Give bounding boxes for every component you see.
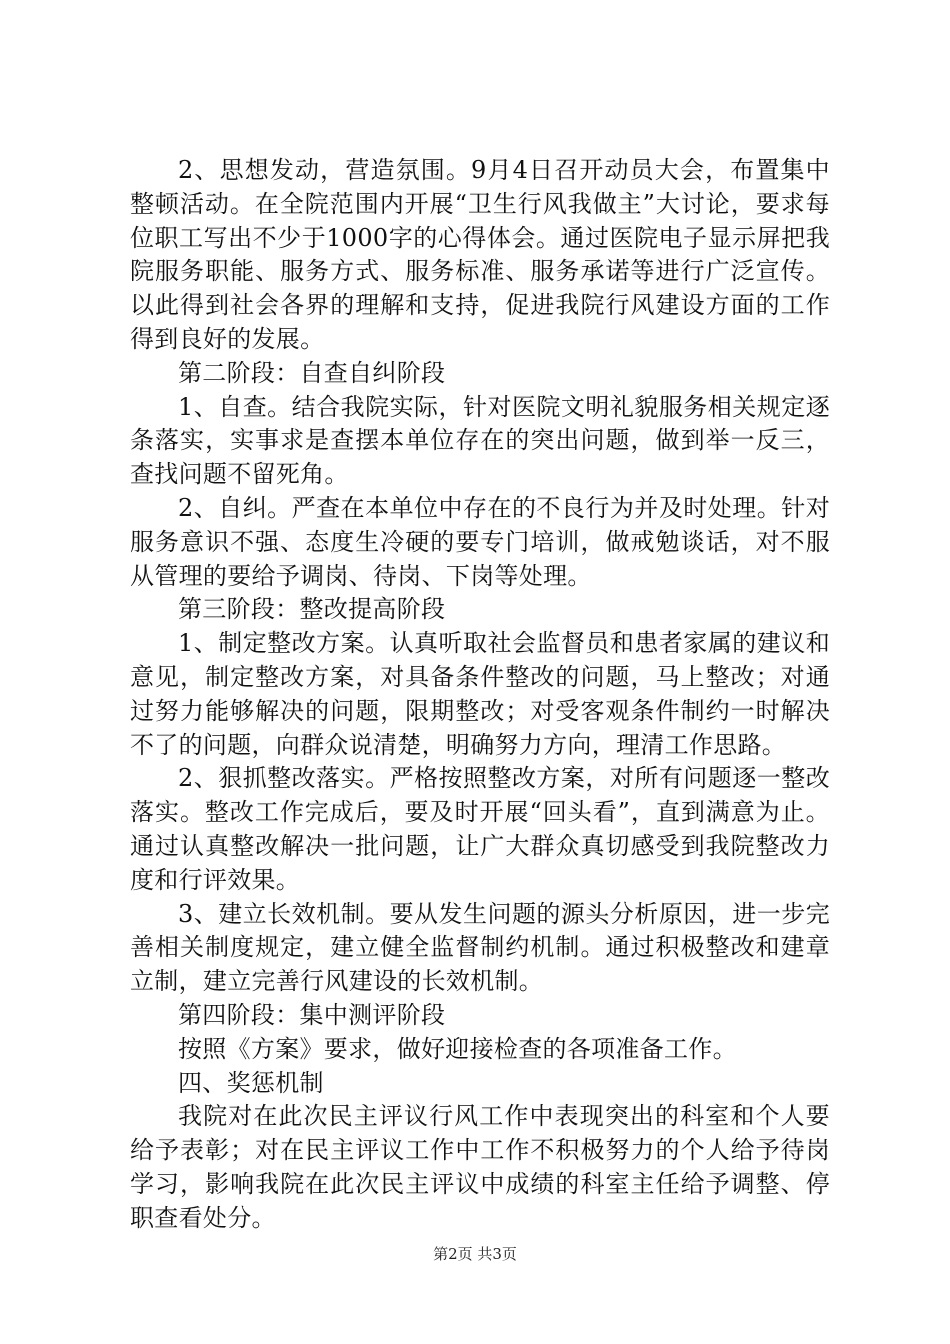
paragraph-self-correct: 2、自纠。严查在本单位中存在的不良行为并及时处理。针对服务意识不强、态度生冷硬的要专门培训，做戒勉谈话，对不服从管理的要给予调岗、待岗、下岗等处理。 [130, 493, 830, 590]
paragraph-rectification-plan: 1、制定整改方案。认真听取社会监督员和患者家属的建议和意见，制定整改方案，对具备条件整改的问题，马上整改；对通过努力能够解决的问题，限期整改；对受客观条件制约一时解决不了的问题，向群众说清楚，明确努力方向，理清工作思路。 [130, 629, 830, 759]
page-number-footer: 第2页 共3页 [433, 1245, 517, 1263]
paragraph-rewards-penalties: 我院对在此次民主评议行风工作中表现突出的科室和个人要给予表彰；对在民主评议工作中工作不积极努力的个人给予待岗学习，影响我院在此次民主评议中成绩的科室主任给予调整、停职查看处分。 [130, 1102, 830, 1232]
paragraph-inspection-prep: 按照《方案》要求，做好迎接检查的各项准备工作。 [178, 1034, 737, 1063]
paragraph-rectification-implementation: 2、狠抓整改落实。严格按照整改方案，对所有问题逐一整改落实。整改工作完成后，要及时开展“回头看”，直到满意为止。通过认真整改解决一批问题，让广大群众真切感受到我院整改力度和行评效果。 [130, 764, 830, 894]
paragraph-self-check: 1、自查。结合我院实际，针对医院文明礼貌服务相关规定逐条落实，实事求是查摆本单位存在的突出问题，做到举一反三，查找问题不留死角。 [130, 392, 830, 489]
document-body [130, 154, 830, 1236]
paragraph-mobilization: 2、思想发动，营造氛围。9月4日召开动员大会，布置集中整顿活动。在全院范围内开展“卫生行风我做主”大讨论，要求每位职工写出不少于1000字的心得体会。通过医院电子显示屏把我院服务职能、服务方式、服务标准、服务承诺等进行广泛宣传。以此得到社会各界的理解和支持，促进我院行风建设方面的工作得到良好的发展。 [130, 156, 830, 353]
heading-rewards-penalties: 四、奖惩机制 [178, 1068, 324, 1097]
paragraph-long-term-mechanism: 3、建立长效机制。要从发生问题的源头分析原因，进一步完善相关制度规定，建立健全监督制约机制。通过积极整改和建章立制，建立完善行风建设的长效机制。 [130, 899, 830, 996]
heading-stage-four: 第四阶段：集中测评阶段 [178, 1000, 446, 1029]
heading-stage-two: 第二阶段：自查自纠阶段 [178, 358, 446, 387]
heading-stage-three: 第三阶段：整改提高阶段 [178, 595, 446, 624]
